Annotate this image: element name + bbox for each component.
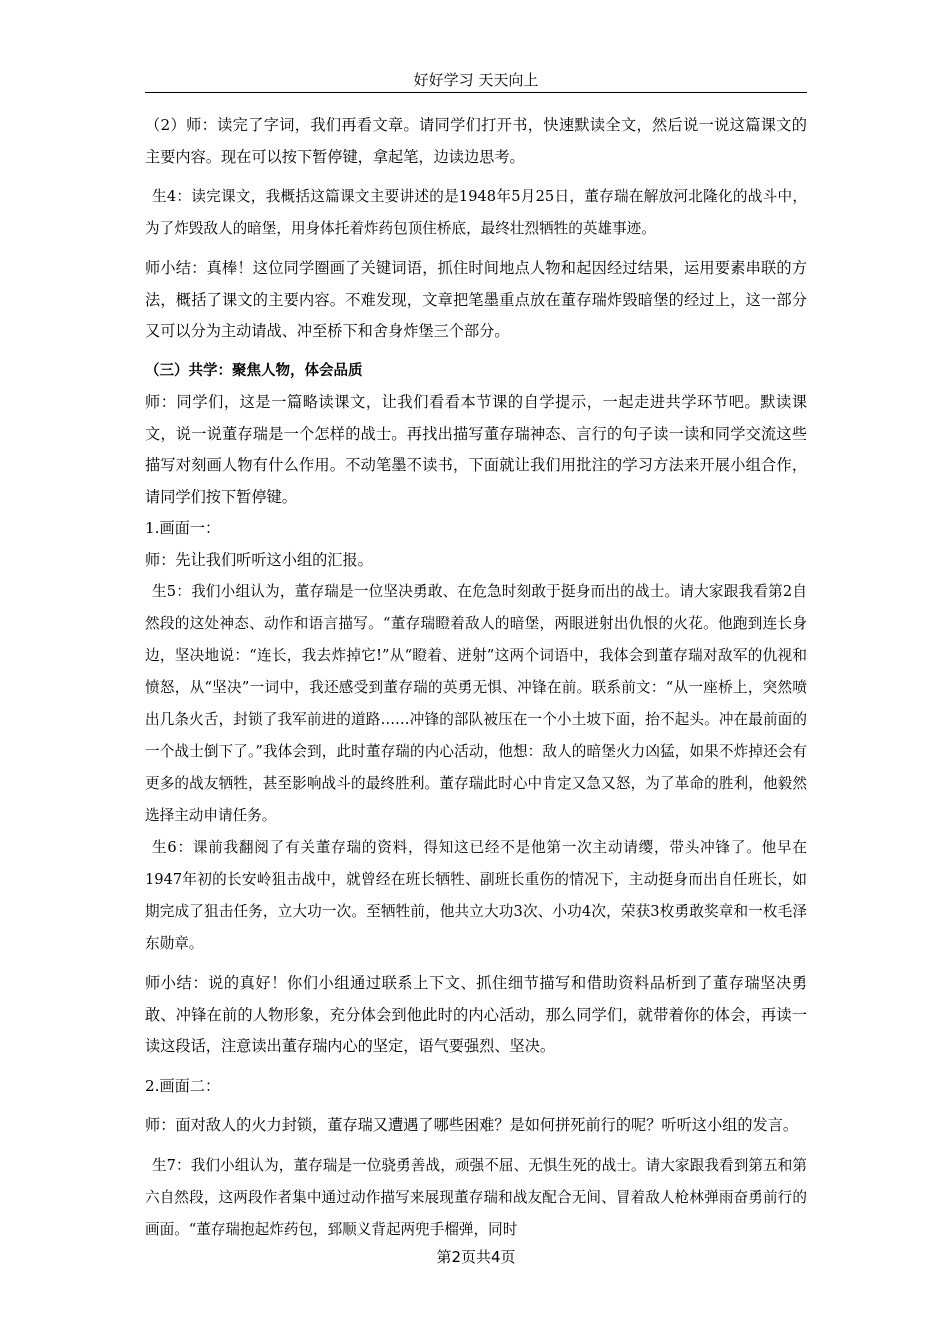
document-body xyxy=(145,110,807,1246)
page-header: 好好学习 天天向上 xyxy=(413,71,539,89)
section-heading-gongxue: （三）共学：聚焦人物，体会品质 xyxy=(145,362,363,379)
paragraph-teacher-question-2: 师：面对敌人的火力封锁，董存瑞又遭遇了哪些困难？是如何拼死前行的呢？听听这小组的发言。 xyxy=(145,1116,799,1134)
header-divider xyxy=(145,92,807,93)
paragraph-student-6: 生6：课前我翻阅了有关董存瑞的资料，得知这已经不是他第一次主动请缨，带头冲锋了。他早在1947年初的长安岭狙击战中，就曾经在班长牺牲、副班长重伤的情况下，主动挺身而出自任班长，如期完成了狙击任务，立大功一次。至牺牲前，他共立大功3次、小功4次，荣获3枚勇敢奖章和一枚毛泽东勋章。 xyxy=(145,839,807,952)
paragraph-teacher-summary-1: 师小结：真棒！这位同学圈画了关键词语，抓住时间地点人物和起因经过结果，运用要素串联的方法，概括了课文的主要内容。不难发现，文章把笔墨重点放在董存瑞炸毁暗堡的经过上，这一部分又可以分为主动请战、冲至桥下和舍身炸堡三个部分。 xyxy=(145,259,807,340)
paragraph-teacher-question: （2）师：读完了字词，我们再看文章。请同学们打开书，快速默读全文，然后说一说这篇课文的主要内容。现在可以按下暂停键，拿起笔，边读边思考。 xyxy=(145,116,807,166)
page-number: 第2页共4页 xyxy=(436,1248,516,1266)
paragraph-student-5: 生5：我们小组认为，董存瑞是一位坚决勇敢、在危急时刻敢于挺身而出的战士。请大家跟我看第2自然段的这处神态、动作和语言描写。“董存瑞瞪着敌人的暗堡，两眼迸射出仇恨的火花。他跑到连长身边，坚决地说：“连长，我去炸掉它!”从“瞪着、迸射”这两个词语中，我体会到董存瑞对敌军的仇视和愤怒，从“坚决”一词中，我还感受到董存瑞的英勇无惧、冲锋在前。联系前文：“从一座桥上，突然喷出几条火舌，封锁了我军前进的道路……冲锋的部队被压在一个小土坡下面，抬不起头。冲在最前面的一个战士倒下了。”我体会到，此时董存瑞的内心活动，他想：敌人的暗堡火力凶猛，如果不炸掉还会有更多的战友牺牲，甚至影响战斗的最终胜利。董存瑞此时心中肯定又急又怒，为了革命的胜利，他毅然选择主动申请任务。 xyxy=(145,583,807,824)
paragraph-teacher-summary-2: 师小结：说的真好！你们小组通过联系上下文、抓住细节描写和借助资料品析到了董存瑞坚决勇敢、冲锋在前的人物形象，充分体会到他此时的内心活动，那么同学们，就带着你的体会，再读一读这段话，注意读出董存瑞内心的坚定，语气要强烈、坚决。 xyxy=(145,974,807,1055)
paragraph-student-4: 生4：读完课文，我概括这篇课文主要讲述的是1948年5月25日，董存瑞在解放河北隆化的战斗中，为了炸毁敌人的暗堡，用身体托着炸药包顶住桥底，最终壮烈牺牲的英雄事迹。 xyxy=(145,188,807,237)
paragraph-teacher-listen: 师：先让我们听听这小组的汇报。 xyxy=(145,550,373,569)
subheading-scene-2: 2.画面二： xyxy=(145,1076,221,1095)
paragraph-teacher-intro: 师：同学们，这是一篇略读课文，让我们看看本节课的自学提示，一起走进共学环节吧。默读课文，说一说董存瑞是一个怎样的战士。再找出描写董存瑞神态、言行的句子读一读和同学交流这些描写对刻画人物有什么作用。不动笔墨不读书，下面就让我们用批注的学习方法来开展小组合作，请同学们按下暂停键。 xyxy=(145,393,807,506)
paragraph-student-7: 生7：我们小组认为，董存瑞是一位骁勇善战，顽强不屈、无惧生死的战士。请大家跟我看到第五和第六自然段，这两段作者集中通过动作描写来展现董存瑞和战友配合无间、冒着敌人枪林弹雨奋勇前行的画面。“董存瑞抱起炸药包，郅顺义背起两兜手榴弹，同时 xyxy=(145,1156,807,1238)
subheading-scene-1: 1.画面一： xyxy=(145,519,221,537)
